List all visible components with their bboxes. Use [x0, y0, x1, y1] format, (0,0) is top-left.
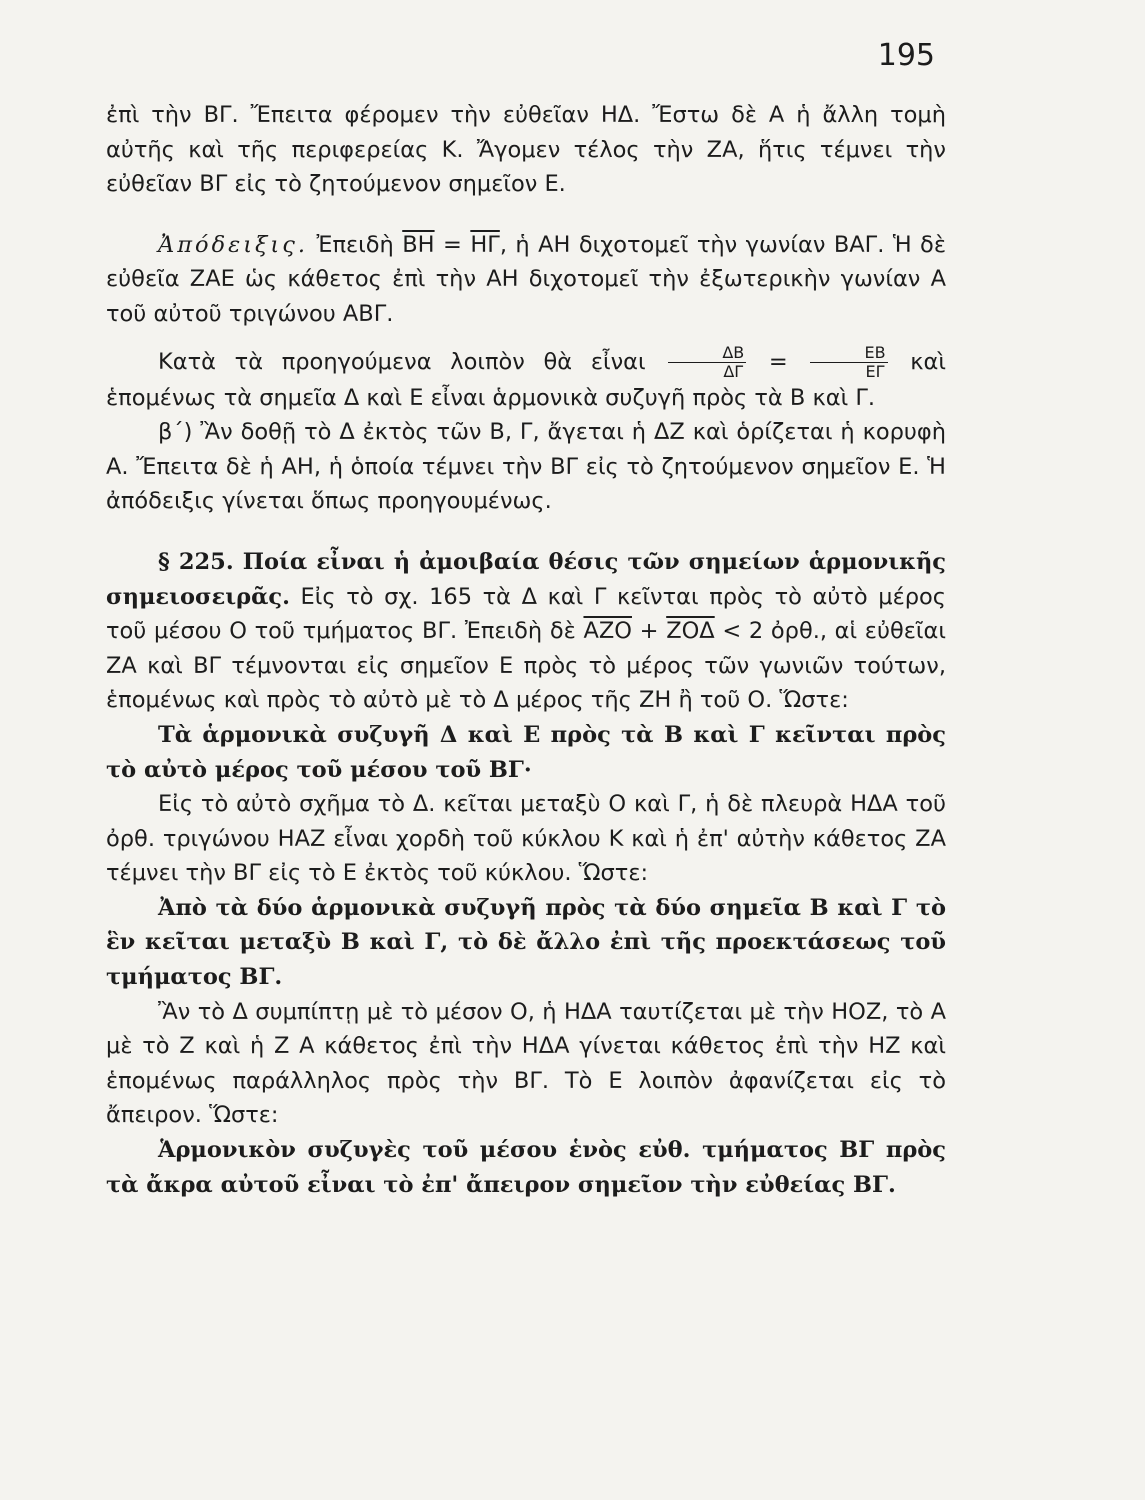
proof-label: Ἀπόδειξις.	[158, 231, 308, 258]
arc-hg: $\overline{H\Gamma}$	[470, 231, 500, 258]
paragraph-section-225: § 225. Ποία εἶναι ἡ ἀμοιβαία θέσις τῶν σημείων ἁρμονικῆς σημειοσειρᾶς. Εἰς τὸ σχ. 165 τὰ Δ καὶ Γ κεῖνται πρὸς τὸ αὐτὸ μέρος τοῦ μέσου Ο τοῦ τμήματος ΒΓ. Ἐπειδὴ δὲ $\overline{AZO} + \overline{ZO\Delta} < 2$ ὀρθ., αἱ εὐθεῖαι ΖΑ καὶ ΒΓ τέμνονται εἰς σημεῖον Ε πρὸς τὸ μέρος τῶν γωνιῶν τούτων, ἑπομένως καὶ πρὸς τὸ αὐτὸ μὲ τὸ Δ μέρος τῆς ΖΗ ἢ τοῦ Ο. Ὥστε:	[106, 548, 946, 714]
section-heading: § 225. Ποία εἶναι ἡ ἀμοιβαία θέσις τῶν σημείων ἁρμονικῆς σημειοσειρᾶς.	[106, 548, 946, 610]
paragraph-construction: ἐπὶ τὴν ΒΓ. Ἔπειτα φέρομεν τὴν εὐθεῖαν ΗΔ. Ἔστω δὲ Α ἡ ἄλλη τομὴ αὐτῆς καὶ τῆς περιφερείας Κ. Ἄγομεν τέλος τὴν ΖΑ, ἥτις τέμνει τὴν εὐθεῖαν ΒΓ εἰς τὸ ζητούμενον σημεῖον Ε.	[106, 102, 946, 198]
fraction-eb-eg: $\frac{EB}{E\Gamma}$	[810, 344, 887, 381]
page-number: 195	[877, 38, 935, 73]
theorem-infinity: Ἁρμονικὸν συζυγὲς τοῦ μέσου ἑνὸς εὐθ. τμήματος ΒΓ πρὸς τὰ ἄκρα αὐτοῦ εἶναι τὸ ἐπ' ἄπειρον σημεῖον τὴν εὐθείας ΒΓ.	[106, 1137, 946, 1198]
paragraph-same-figure: Εἰς τὸ αὐτὸ σχῆμα τὸ Δ. κεῖται μεταξὺ Ο καὶ Γ, ἡ δὲ πλευρὰ ΗΔΑ τοῦ ὀρθ. τριγώνου ΗΑΖ εἶναι χορδὴ τοῦ κύκλου Κ καὶ ἡ ἐπ' αὐτὴν κάθετος ΖΑ τέμνει τὴν ΒΓ εἰς τὸ Ε ἐκτὸς τοῦ κύκλου. Ὥστε:	[106, 791, 946, 887]
paragraph-beta: β΄) Ἂν δοθῇ τὸ Δ ἐκτὸς τῶν Β, Γ, ἄγεται ἡ ΔΖ καὶ ὁρίζεται ἡ κορυφὴ Α. Ἔπειτα δὲ ἡ ΑΗ, ἡ ὁποία τέμνει τὴν ΒΓ εἰς τὸ ζητούμενον σημεῖον Ε. Ἡ ἀπόδειξις γίνεται ὅπως προηγουμένως.	[106, 419, 946, 515]
theorem-between: Ἀπὸ τὰ δύο ἁρμονικὰ συζυγῆ πρὸς τὰ δύο σημεῖα Β καὶ Γ τὸ ἓν κεῖται μεταξὺ Β καὶ Γ, τὸ δὲ ἄλλο ἐπὶ τῆς προεκτάσεως τοῦ τμήματος ΒΓ.	[106, 894, 946, 991]
paragraph-ratio: Κατὰ τὰ προηγούμενα λοιπὸν θὰ εἶναι $\frac{\Delta B}{\Delta\Gamma}$ = $\frac{EB}{E\Gamma}$ καὶ ἑπομένως τὰ σημεῖα Δ καὶ Ε εἶναι ἁρμονικὰ συζυγῆ πρὸς τὰ Β καὶ Γ.	[106, 342, 946, 411]
angle-zod: $\overline{ZO\Delta}$	[666, 618, 715, 645]
arc-bh: $\overline{BH}$	[402, 231, 435, 258]
theorem-same-side: Τὰ ἁρμονικὰ συζυγῆ Δ καὶ Ε πρὸς τὰ Β καὶ Γ κεῖνται πρὸς τὸ αὐτὸ μέρος τοῦ μέσου τοῦ ΒΓ·	[106, 721, 946, 783]
angle-azo: $\overline{AZO}$	[583, 618, 632, 645]
paragraph-proof: Ἀπόδειξις. Ἐπειδὴ $\overline{BH} = \overline{H\Gamma}$, ἡ ΑΗ διχοτομεῖ τὴν γωνίαν ΒΑΓ. Ἡ δὲ εὐθεῖα ΖΑΕ ὡς κάθετος ἐπὶ τὴν ΑΗ διχοτομεῖ τὴν ἐξωτερικὴν γωνίαν Α τοῦ αὐτοῦ τριγώνου ΑΒΓ.	[106, 231, 946, 327]
paragraph-midpoint: Ἂν τὸ Δ συμπίπτῃ μὲ τὸ μέσον Ο, ἡ ΗΔΑ ταυτίζεται μὲ τὴν ΗΟΖ, τὸ Α μὲ τὸ Ζ καὶ ἡ Ζ Α κάθετος ἐπὶ τὴν ΗΔΑ γίνεται κάθετος ἐπὶ τὴν ΗΖ καὶ ἑπομένως παράλληλος πρὸς τὴν ΒΓ. Τὸ Ε λοιπὸν ἀφανίζεται εἰς τὸ ἄπειρον. Ὥστε:	[106, 998, 946, 1129]
fraction-db-dg: $\frac{\Delta B}{\Delta\Gamma}$	[668, 344, 746, 381]
page-body	[106, 98, 946, 1202]
